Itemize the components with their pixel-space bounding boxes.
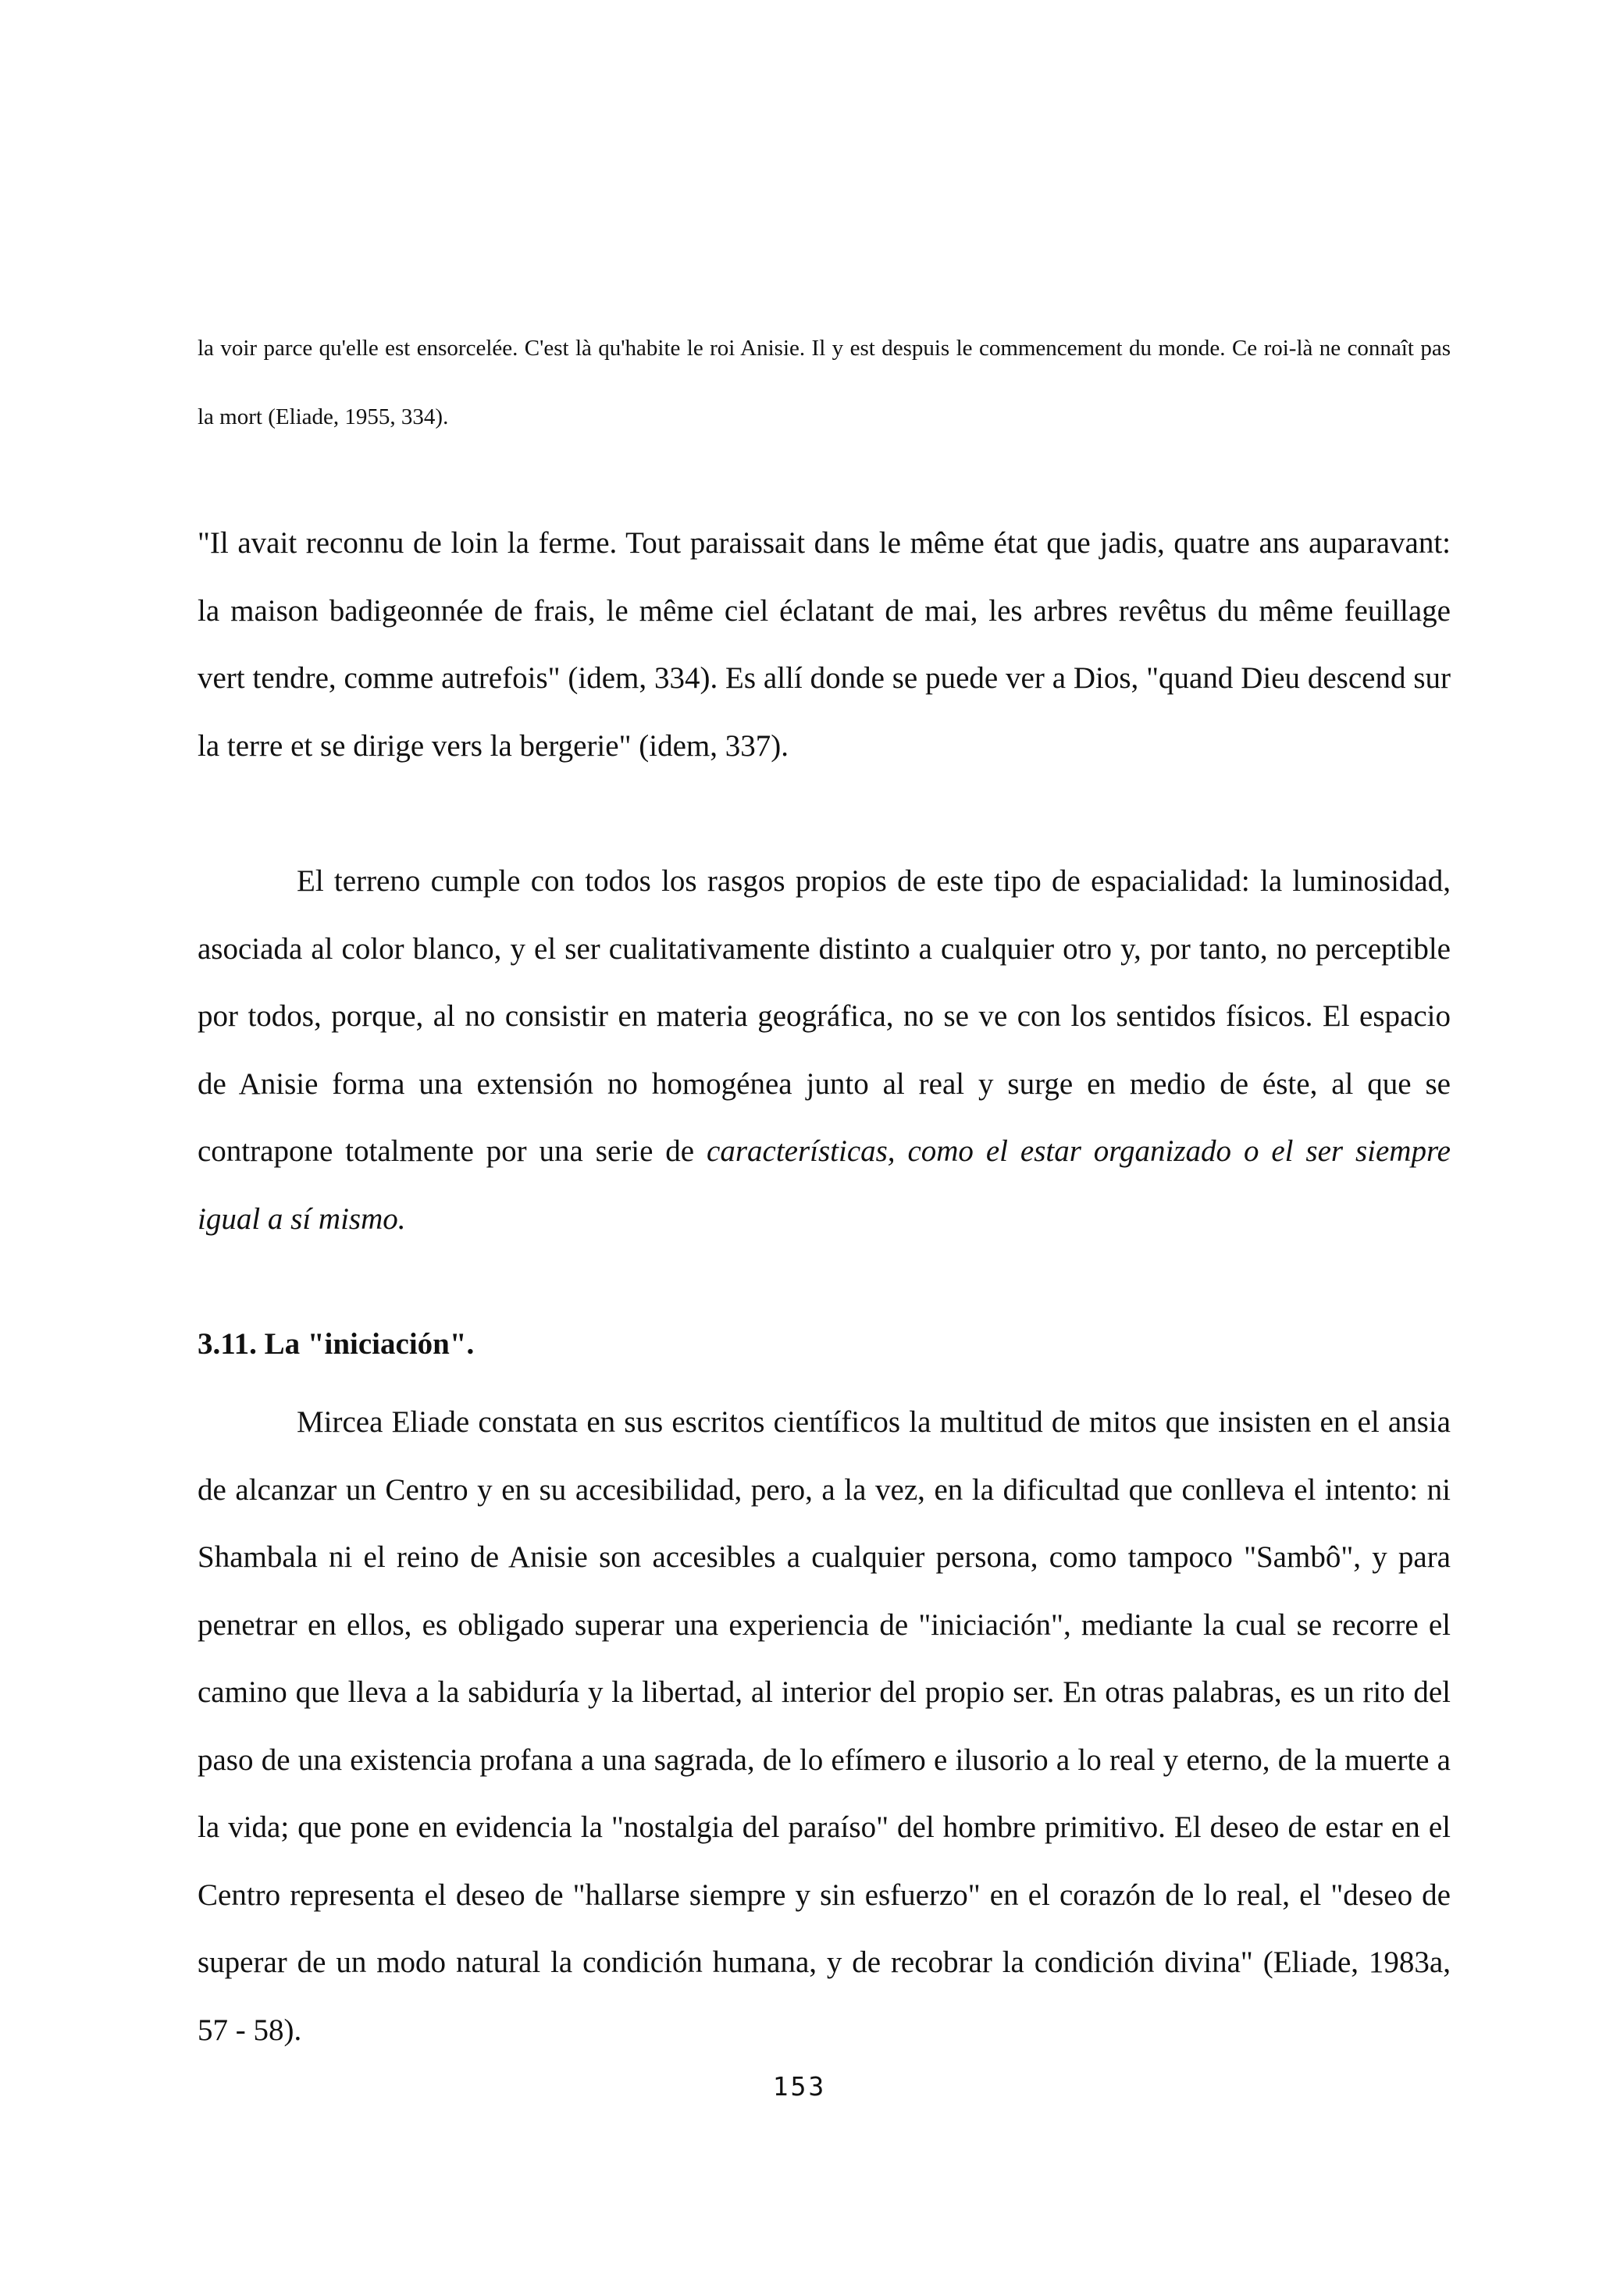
page-number: 153 — [772, 2071, 827, 2102]
paragraph-quotation: "Il avait reconnu de loin la ferme. Tout paraissait dans le même état que jadis, quatre ans auparavant: la maison badigeonnée de frais, le même ciel éclatant de mai, les arbres revêtus du même feuillage vert tendre, comme autrefois" (idem, 334). Es allí donde se puede ver a Dios, "quand Dieu descend sur la terre et se dirige vers la bergerie" (idem, 337). — [198, 526, 1451, 763]
section-heading: 3.11. La "iniciación". — [198, 1327, 475, 1361]
block-quote-continuation: la voir parce qu'elle est ensorcelée. C'est là qu'habite le roi Anisie. Il y est despuis le commencement du monde. Ce roi-là ne connaît pas la mort (Eliade, 1955, 334). — [198, 336, 1451, 429]
paragraph-terreno — [198, 848, 1451, 1253]
paragraph-terreno-text: El terreno cumple con todos los rasgos propios de este tipo de espacialidad: la luminosidad, asociada al color blanco, y el ser cualitativamente distinto a cualquier otro y, por tanto, no perceptible por todos, porque, al no consistir en materia geográfica, no se ve con los sentidos físicos. El espacio de Anisie forma una extensión no homogénea junto al real y surge en medio de éste, al que se contrapone totalmente por una serie de — [198, 864, 1451, 1168]
paragraph-iniciacion: Mircea Eliade constata en sus escritos científicos la multitud de mitos que insisten en el ansia de alcanzar un Centro y en su accesibilidad, pero, a la vez, en la dificultad que conlleva el intento: ni Shambala ni el reino de Anisie son accesibles a cualquier persona, como tampoco "Sambô", y para penetrar en ellos, es obligado superar una experiencia de "iniciación", mediante la cual se recorre el camino que lleva a la sabiduría y la libertad, al interior del propio ser. En otras palabras, es un rito del paso de una existencia profana a una sagrada, de lo efímero e ilusorio a lo real y eterno, de la muerte a la vida; que pone en evidencia la "nostalgia del paraíso" del hombre primitivo. El deseo de estar en el Centro representa el deseo de "hallarse siempre y sin esfuerzo" en el corazón de lo real, el "deseo de superar de un modo natural la condición humana, y de recobrar la condición divina" (Eliade, 1983a, 57 - 58). — [198, 1405, 1451, 2047]
paragraph-terreno-italic: características, como el estar organizado o el ser siempre igual a sí mismo. — [198, 1134, 1451, 1236]
